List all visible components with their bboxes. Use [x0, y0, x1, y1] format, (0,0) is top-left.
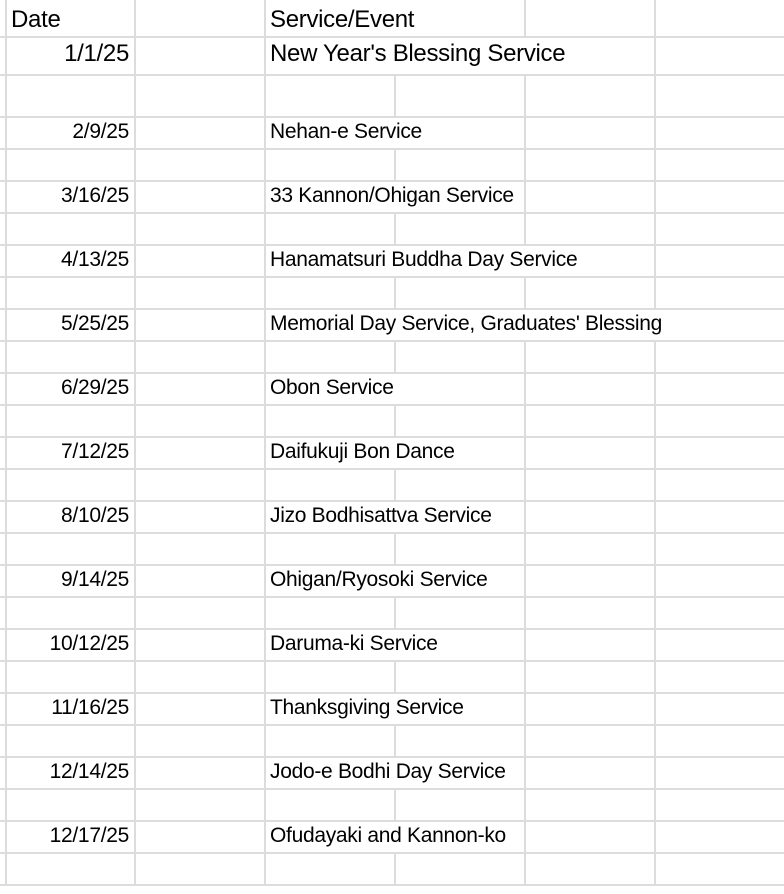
empty-cell[interactable] [656, 854, 784, 884]
empty-cell[interactable] [0, 598, 7, 628]
date-cell[interactable] [7, 470, 136, 500]
empty-cell[interactable] [136, 278, 266, 308]
empty-cell[interactable] [396, 214, 526, 244]
empty-cell[interactable] [656, 310, 784, 340]
empty-cell[interactable] [396, 790, 526, 820]
event-cell[interactable] [266, 342, 396, 372]
empty-cell[interactable] [0, 438, 7, 468]
event-cell[interactable] [266, 502, 492, 532]
empty-cell[interactable] [0, 0, 7, 36]
empty-cell[interactable] [526, 182, 656, 212]
table-row [0, 374, 784, 406]
table-row [0, 470, 784, 502]
date-cell[interactable] [7, 502, 136, 532]
event-cell[interactable] [266, 662, 396, 692]
empty-cell[interactable] [656, 0, 784, 36]
event-cell[interactable] [266, 76, 396, 116]
empty-cell[interactable] [396, 470, 526, 500]
empty-cell[interactable] [656, 76, 784, 116]
table-row [0, 630, 784, 662]
empty-cell[interactable] [656, 374, 784, 404]
date-cell[interactable] [7, 630, 136, 660]
empty-cell[interactable] [526, 758, 656, 788]
empty-cell[interactable] [656, 182, 784, 212]
event-cell[interactable] [266, 758, 506, 788]
event-value: Ofudayaki and Kannon-ko [270, 824, 506, 847]
date-cell[interactable] [7, 662, 136, 692]
date-cell[interactable] [7, 534, 136, 564]
empty-cell[interactable] [526, 566, 656, 596]
empty-cell[interactable] [656, 38, 784, 74]
empty-cell[interactable] [656, 502, 784, 532]
empty-cell[interactable] [656, 438, 784, 468]
table-row [0, 342, 784, 374]
event-value: Jizo Bodhisattva Service [270, 504, 492, 527]
empty-cell[interactable] [656, 214, 784, 244]
empty-cell[interactable] [656, 598, 784, 628]
empty-cell[interactable] [0, 310, 7, 340]
date-cell[interactable] [7, 278, 136, 308]
table-row [0, 406, 784, 438]
table-row [0, 694, 784, 726]
table-row [0, 150, 784, 182]
empty-cell[interactable] [136, 438, 266, 468]
empty-cell[interactable] [396, 534, 526, 564]
empty-cell[interactable] [526, 470, 656, 500]
empty-cell[interactable] [526, 598, 656, 628]
event-header-label: Service/Event [270, 6, 415, 33]
table-row [0, 854, 784, 886]
table-row [0, 598, 784, 630]
empty-cell[interactable] [526, 118, 656, 148]
table-row [0, 758, 784, 790]
table-row [0, 310, 784, 342]
empty-cell[interactable] [526, 822, 656, 852]
header-cell-event[interactable] [266, 0, 415, 36]
table-row [0, 534, 784, 566]
empty-cell[interactable] [0, 214, 7, 244]
empty-cell[interactable] [526, 534, 656, 564]
empty-cell[interactable] [136, 790, 266, 820]
event-cell[interactable] [266, 150, 396, 180]
empty-cell[interactable] [0, 76, 7, 116]
empty-cell[interactable] [0, 406, 7, 436]
event-value: Ohigan/Ryosoki Service [270, 568, 488, 591]
empty-cell[interactable] [0, 246, 7, 276]
empty-cell[interactable] [396, 374, 526, 404]
empty-cell[interactable] [396, 76, 526, 116]
empty-cell[interactable] [0, 694, 7, 724]
empty-cell[interactable] [136, 726, 266, 756]
date-value: 12/17/25 [49, 824, 129, 847]
empty-cell[interactable] [656, 566, 784, 596]
date-value: 5/25/25 [61, 312, 129, 335]
date-cell[interactable] [7, 854, 136, 884]
event-value: Memorial Day Service, Graduates' Blessing [270, 312, 663, 335]
date-cell[interactable] [7, 406, 136, 436]
date-cell[interactable] [7, 150, 136, 180]
date-cell[interactable] [7, 182, 136, 212]
date-cell[interactable] [7, 214, 136, 244]
empty-cell[interactable] [526, 278, 656, 308]
date-value: 11/16/25 [51, 696, 129, 719]
empty-cell[interactable] [526, 726, 656, 756]
event-value: Jodo-e Bodhi Day Service [270, 760, 506, 783]
empty-cell[interactable] [0, 534, 7, 564]
empty-cell[interactable] [136, 214, 266, 244]
date-cell[interactable] [7, 438, 136, 468]
empty-cell[interactable] [136, 150, 266, 180]
table-row [0, 118, 784, 150]
empty-cell[interactable] [136, 598, 266, 628]
empty-cell[interactable] [396, 854, 526, 884]
empty-cell[interactable] [136, 662, 266, 692]
empty-cell[interactable] [0, 726, 7, 756]
empty-cell[interactable] [656, 278, 784, 308]
empty-cell[interactable] [526, 374, 656, 404]
date-value: 4/13/25 [61, 248, 129, 271]
empty-cell[interactable] [656, 150, 784, 180]
empty-cell[interactable] [136, 694, 266, 724]
table-row [0, 38, 784, 76]
empty-cell[interactable] [0, 566, 7, 596]
date-cell[interactable] [7, 38, 136, 74]
empty-cell[interactable] [526, 76, 656, 116]
table-row [0, 566, 784, 598]
empty-cell[interactable] [526, 502, 656, 532]
empty-cell[interactable] [396, 662, 526, 692]
date-value: 10/12/25 [49, 632, 129, 655]
empty-cell[interactable] [136, 182, 266, 212]
event-cell[interactable] [266, 374, 396, 404]
event-cell[interactable] [266, 822, 506, 852]
event-cell[interactable] [266, 470, 396, 500]
empty-cell[interactable] [136, 310, 266, 340]
date-value: 9/14/25 [61, 568, 129, 591]
empty-cell[interactable] [526, 630, 656, 660]
empty-cell[interactable] [0, 630, 7, 660]
event-value: Daruma-ki Service [270, 632, 438, 655]
empty-cell[interactable] [526, 342, 656, 372]
event-value: Hanamatsuri Buddha Day Service [270, 248, 578, 271]
empty-cell[interactable] [0, 470, 7, 500]
header-row [0, 0, 784, 38]
event-cell[interactable] [266, 726, 396, 756]
event-cell[interactable] [266, 278, 396, 308]
empty-cell[interactable] [396, 726, 526, 756]
empty-cell[interactable] [136, 758, 266, 788]
table-row [0, 278, 784, 310]
empty-cell[interactable] [526, 790, 656, 820]
date-cell[interactable] [7, 566, 136, 596]
empty-cell[interactable] [136, 0, 266, 36]
date-value: 8/10/25 [61, 504, 129, 527]
empty-cell[interactable] [0, 822, 7, 852]
date-cell[interactable] [7, 76, 136, 116]
empty-cell[interactable] [656, 342, 784, 372]
empty-cell[interactable] [136, 822, 266, 852]
date-value: 3/16/25 [61, 184, 129, 207]
date-header-label: Date [11, 6, 61, 33]
empty-cell[interactable] [656, 470, 784, 500]
table-row [0, 822, 784, 854]
event-cell[interactable] [266, 38, 566, 74]
empty-cell[interactable] [136, 630, 266, 660]
date-cell[interactable] [7, 374, 136, 404]
empty-cell[interactable] [656, 790, 784, 820]
empty-cell[interactable] [526, 406, 656, 436]
event-cell[interactable] [266, 566, 488, 596]
table-row [0, 502, 784, 534]
event-cell[interactable] [266, 182, 514, 212]
empty-cell[interactable] [656, 726, 784, 756]
event-cell[interactable] [266, 406, 396, 436]
date-cell[interactable] [7, 694, 136, 724]
table-row [0, 790, 784, 822]
empty-cell[interactable] [656, 662, 784, 692]
empty-cell[interactable] [396, 342, 526, 372]
empty-cell[interactable] [136, 246, 266, 276]
empty-cell[interactable] [396, 598, 526, 628]
table-row [0, 76, 784, 118]
date-cell[interactable] [7, 246, 136, 276]
event-cell[interactable] [266, 630, 438, 660]
empty-cell[interactable] [0, 854, 7, 884]
date-cell[interactable] [7, 822, 136, 852]
empty-cell[interactable] [136, 854, 266, 884]
empty-cell[interactable] [656, 630, 784, 660]
date-cell[interactable] [7, 310, 136, 340]
table-row [0, 662, 784, 694]
empty-cell[interactable] [136, 502, 266, 532]
event-value: Daifukuji Bon Dance [270, 440, 455, 463]
empty-cell[interactable] [0, 278, 7, 308]
event-value: 33 Kannon/Ohigan Service [270, 184, 514, 207]
date-cell[interactable] [7, 342, 136, 372]
empty-cell[interactable] [396, 278, 526, 308]
date-value: 2/9/25 [72, 120, 129, 143]
empty-cell[interactable] [0, 374, 7, 404]
event-cell[interactable] [266, 598, 396, 628]
empty-cell[interactable] [136, 342, 266, 372]
empty-cell[interactable] [0, 342, 7, 372]
empty-cell[interactable] [526, 694, 656, 724]
date-cell[interactable] [7, 118, 136, 148]
empty-cell[interactable] [656, 694, 784, 724]
empty-cell[interactable] [396, 150, 526, 180]
empty-cell[interactable] [136, 38, 266, 74]
event-value: New Year's Blessing Service [270, 40, 566, 67]
table-row [0, 214, 784, 246]
event-cell[interactable] [266, 438, 455, 468]
date-value: 6/29/25 [61, 376, 129, 399]
event-value: Thanksgiving Service [270, 696, 464, 719]
event-value: Nehan-e Service [270, 120, 422, 143]
empty-cell[interactable] [656, 118, 784, 148]
date-value: 7/12/25 [61, 440, 129, 463]
event-cell[interactable] [266, 214, 396, 244]
empty-cell[interactable] [136, 374, 266, 404]
empty-cell[interactable] [656, 822, 784, 852]
date-cell[interactable] [7, 758, 136, 788]
event-cell[interactable] [266, 790, 396, 820]
date-cell[interactable] [7, 598, 136, 628]
empty-cell[interactable] [0, 662, 7, 692]
empty-cell[interactable] [526, 854, 656, 884]
event-cell[interactable] [266, 694, 464, 724]
empty-cell[interactable] [0, 758, 7, 788]
date-cell[interactable] [7, 790, 136, 820]
table-row [0, 726, 784, 758]
empty-cell[interactable] [0, 118, 7, 148]
date-cell[interactable] [7, 726, 136, 756]
empty-cell[interactable] [0, 38, 7, 74]
table-row [0, 246, 784, 278]
event-cell[interactable] [266, 118, 422, 148]
empty-cell[interactable] [136, 534, 266, 564]
table-row [0, 182, 784, 214]
date-value: 12/14/25 [49, 760, 129, 783]
empty-cell[interactable] [136, 406, 266, 436]
empty-cell[interactable] [396, 0, 526, 36]
event-cell[interactable] [266, 854, 396, 884]
empty-cell[interactable] [0, 502, 7, 532]
header-cell-date[interactable] [7, 0, 136, 36]
event-value: Obon Service [270, 376, 394, 399]
empty-cell[interactable] [526, 150, 656, 180]
empty-cell[interactable] [656, 406, 784, 436]
empty-cell[interactable] [136, 470, 266, 500]
empty-cell[interactable] [0, 150, 7, 180]
empty-cell[interactable] [526, 214, 656, 244]
empty-cell[interactable] [396, 406, 526, 436]
date-value: 1/1/25 [64, 40, 129, 67]
empty-cell[interactable] [656, 246, 784, 276]
empty-cell[interactable] [526, 662, 656, 692]
empty-cell[interactable] [136, 118, 266, 148]
empty-cell[interactable] [136, 566, 266, 596]
empty-cell[interactable] [0, 182, 7, 212]
empty-cell[interactable] [0, 790, 7, 820]
empty-cell[interactable] [656, 758, 784, 788]
event-cell[interactable] [266, 310, 663, 340]
empty-cell[interactable] [526, 0, 656, 36]
event-cell[interactable] [266, 246, 578, 276]
empty-cell[interactable] [136, 76, 266, 116]
table-row [0, 438, 784, 470]
event-cell[interactable] [266, 534, 396, 564]
empty-cell[interactable] [526, 438, 656, 468]
empty-cell[interactable] [656, 534, 784, 564]
